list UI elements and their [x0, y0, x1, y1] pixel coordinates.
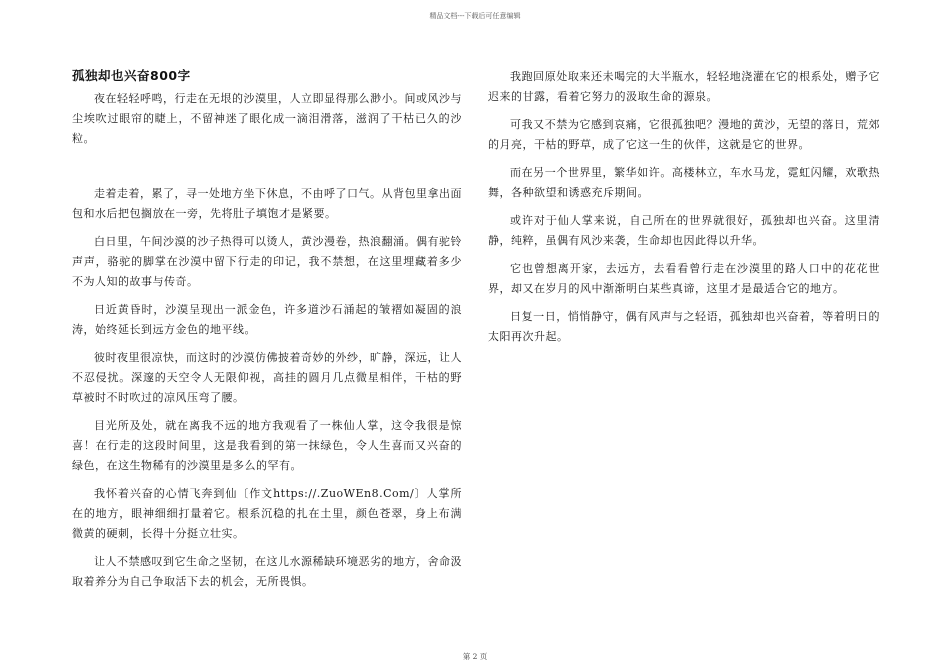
paragraph: 夜在轻轻呼鸣，行走在无垠的沙漠里，人立即显得那么渺小。间或风沙与尘埃吹过眼帘的睫上，不留神迷了眼化成一滴泪滑落，滋润了干枯已久的沙粒。 [72, 92, 462, 145]
paragraph: 白日里，午间沙漠的沙子热得可以烫人，黄沙漫卷，热浪翻涌。偶有驼铃声声，骆驼的脚掌在沙漠中留下行走的印记，我不禁想，在这里埋藏着多少不为人知的故事与传奇。 [72, 235, 462, 288]
paragraph: 让人不禁感叹到它生命之坚韧，在这儿水源稀缺环境恶劣的地方，舍命汲取着养分为自己争取活下去的机会，无所畏惧。 [72, 555, 462, 588]
paragraph: 它也曾想离开家，去远方，去看看曾行走在沙漠里的路人口中的花花世界，却又在岁月的风中渐渐明白某些真谛，这里才是最适合它的地方。 [488, 262, 880, 295]
paragraph: 可我又不禁为它感到哀痛，它很孤独吧？漫地的黄沙，无望的落日，荒郊的月亮，干枯的野草，成了它这一生的伙伴，这就是它的世界。 [488, 118, 880, 151]
paragraph: 我怀着兴奋的心情飞奔到仙〔作文https://.ZuoWEn8.Com/〕人掌所在的地方，眼神细细打量着它。根系沉稳的扎在土里，颜色苍翠，身上布满微黄的硬刺，长得十分挺立壮实。 [72, 487, 462, 540]
paragraph: 日复一日，悄悄静守，偶有风声与之轻语，孤独却也兴奋着，等着明日的太阳再次升起。 [488, 310, 880, 343]
article-title: 孤独却也兴奋800字 [72, 68, 191, 83]
paragraph: 或许对于仙人掌来说，自己所在的世界就很好，孤独却也兴奋。这里清静，纯粹，虽偶有风沙来袭，生命却也因此得以升华。 [488, 214, 880, 247]
page-number: 第 2 页 [462, 652, 488, 661]
paragraph: 而在另一个世界里，繁华如许。高楼林立，车水马龙，霓虹闪耀，欢歌热舞，各种欲望和诱惑充斥期间。 [488, 166, 880, 199]
paragraph: 走着走着，累了，寻一处地方坐下休息，不由呼了口气。从背包里拿出面包和水后把包搁放在一旁，先将肚子填饱才是紧要。 [72, 187, 462, 220]
paragraph: 我跑回原处取来还未喝完的大半瓶水，轻轻地浇灌在它的根系处，赠予它迟来的甘露，看着它努力的汲取生命的源泉。 [488, 70, 880, 103]
paragraph: 日近黄昏时，沙漠呈现出一派金色，许多道沙石涌起的皱褶如凝固的浪涛，始终延长到远方金色的地平线。 [72, 303, 462, 336]
right-column [488, 67, 880, 355]
paragraph: 目光所及处，就在离我不远的地方我观看了一株仙人掌，这令我很是惊喜！在行走的这段时间里，这是我看到的第一抹绿色，令人生喜而又兴奋的绿色，在这生物稀有的沙漠里是多么的罕有。 [72, 419, 462, 472]
paragraph: 彼时夜里很凉快，而这时的沙漠仿佛披着奇妙的外纱，旷静，深远，让人不忍侵扰。深邃的天空令人无限仰视，高挂的圆月几点微星相伴，干枯的野草被时不时吹过的凉风压弯了腰。 [72, 351, 462, 404]
page-header: 精品文档---下载后可任意编辑 [429, 12, 521, 20]
left-column [72, 67, 462, 600]
